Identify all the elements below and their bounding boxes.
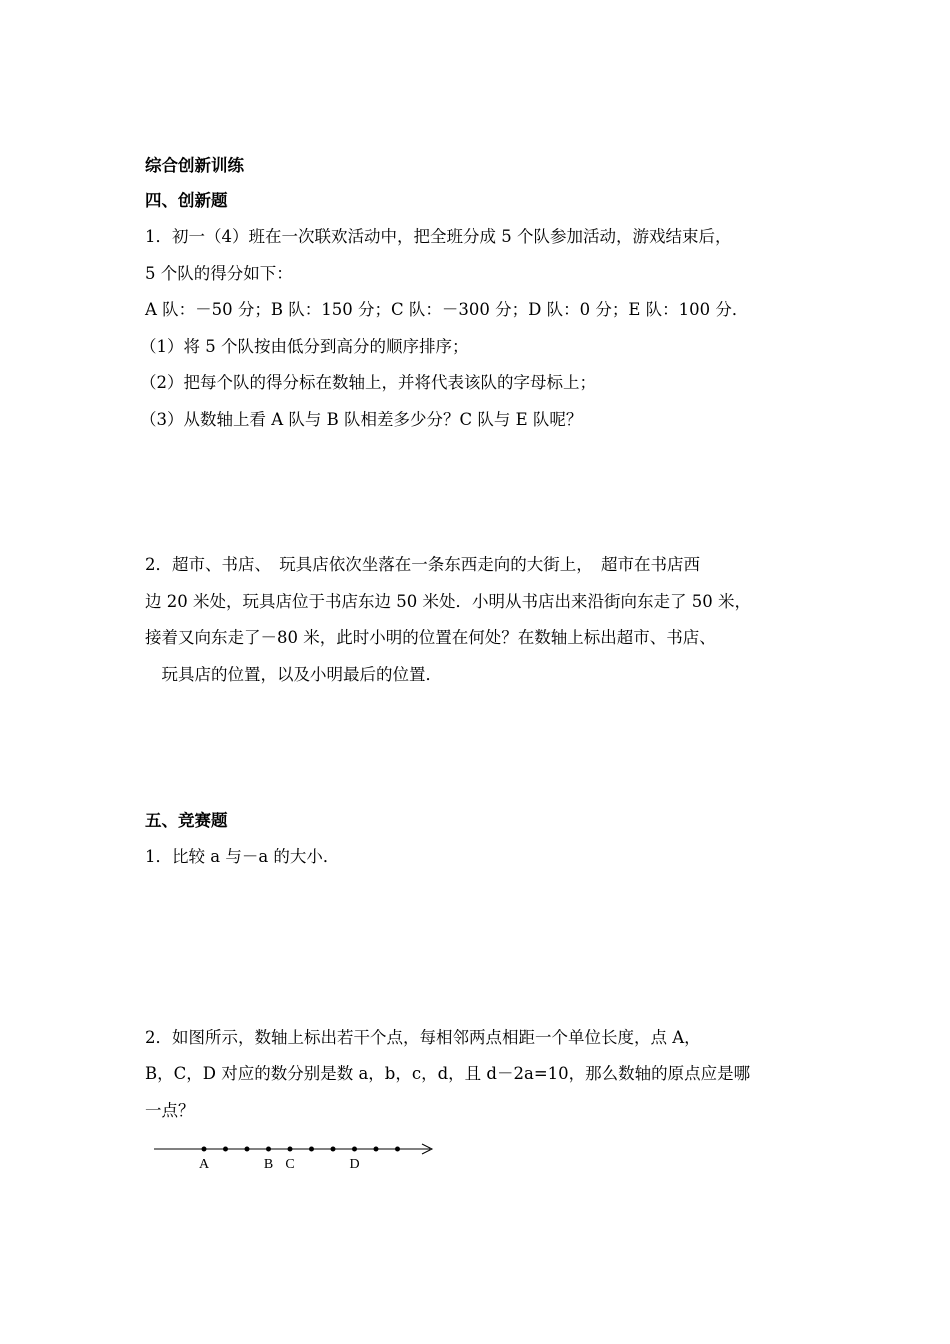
p4-q1-line2: 5 个队的得分如下：	[145, 264, 293, 283]
number-line-figure	[150, 1138, 440, 1178]
number-line-point	[288, 1147, 293, 1152]
p4-q2-line3: 接着又向东走了－80 米，此时小明的位置在何处？在数轴上标出超市、书店、	[145, 628, 716, 647]
number-line-label-d: D	[349, 1157, 360, 1172]
part4-heading: 四、创新题	[145, 191, 228, 210]
p5-q1: 1．比较 a 与－a 的大小．	[145, 847, 340, 866]
number-line-label-c: C	[285, 1157, 295, 1172]
number-line-point	[245, 1147, 250, 1152]
number-line-label-b: B	[263, 1157, 274, 1172]
number-line-point	[395, 1147, 400, 1152]
number-line-point	[331, 1147, 336, 1152]
number-line-point	[202, 1147, 207, 1152]
p4-q1-line3: A 队：－50 分；B 队：150 分；C 队：－300 分；D 队：0 分；E 队：100 分．	[145, 300, 749, 319]
p5-q2-line2: B，C，D 对应的数分别是数 a，b，c，d，且 d－2a=10，那么数轴的原点应是哪	[145, 1064, 751, 1083]
p4-q2-line2: 边 20 米处，玩具店位于书店东边 50 米处．小明从书店出来沿街向东走了 50 米，	[145, 592, 751, 611]
number-line-point	[374, 1147, 379, 1152]
number-line-point	[266, 1147, 271, 1152]
p4-q2-line1: 2．超市、书店、 玩具店依次坐落在一条东西走向的大街上， 超市在书店西	[145, 555, 700, 574]
p5-q2-line3: 一点？	[145, 1101, 195, 1120]
part5-heading: 五、竞赛题	[145, 811, 228, 830]
p4-q1-line1: 1．初一（4）班在一次联欢活动中，把全班分成 5 个队参加活动，游戏结束后，	[145, 227, 732, 246]
p4-q1-sub1: （1）将 5 个队按由低分到高分的顺序排序；	[140, 337, 469, 356]
number-line-labels	[199, 1157, 360, 1172]
p4-q2-line4: 玩具店的位置，以及小明最后的位置．	[145, 665, 442, 684]
section-title: 综合创新训练	[145, 156, 244, 175]
p4-q1-sub2: （2）把每个队的得分标在数轴上，并将代表该队的字母标上；	[140, 373, 596, 392]
p5-q2-line1: 2．如图所示，数轴上标出若干个点，每相邻两点相距一个单位长度，点 A，	[145, 1028, 701, 1047]
number-line-point	[309, 1147, 314, 1152]
number-line-label-a: A	[198, 1157, 210, 1172]
number-line-point	[223, 1147, 228, 1152]
number-line-point	[352, 1147, 357, 1152]
p4-q1-sub3: （3）从数轴上看 A 队与 B 队相差多少分？C 队与 E 队呢？	[140, 410, 583, 429]
